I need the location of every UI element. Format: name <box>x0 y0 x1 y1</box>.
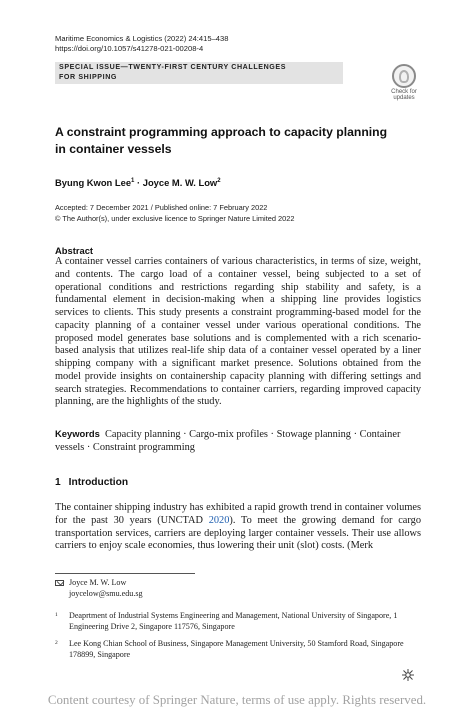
special-issue-line-2: FOR SHIPPING <box>59 72 118 81</box>
contact-name: Joyce M. W. Low <box>69 578 127 587</box>
special-issue-label <box>59 63 339 82</box>
special-issue-line-1: SPECIAL ISSUE—TWENTY-FIRST CENTURY CHALLENGES <box>59 63 287 71</box>
section-heading <box>55 477 128 488</box>
paper-title <box>55 124 425 157</box>
author-name[interactable]: Byung Kwon Lee <box>55 177 132 188</box>
abstract-text: A container vessel carries containers of various characteristics, in terms of size, weight, and contents. The cargo load of a container vessel, being subjected to a set of operational conditions and restrictions regarding ship stability and safety, is a fundamental element in decision-making when a shipping line provides logistics services to clients. This study presents a constraint programming-based model for the capacity planning of a container vessel under various operational conditions. The proposed model generates base solutions and is complemented with a rich scenario-based analysis that utilizes real-life ship data of a container vessel operated by a liner shipping company with a significant market presence. Solutions obtained from the model provide insights on containership capacity planning with differing settings and search strategies. Recommendations to container carriers, regarding improved capacity planning, are the highlights of the study. <box>55 256 421 408</box>
footnote-text: Deaprtment of Industrial Systems Engineering and Management, National University of Singapore, 1 Engineering Drive 2, Singapore 117576, Singapore <box>69 611 398 631</box>
check-for-updates-icon <box>392 64 416 88</box>
intro-text-continued: ). To meet the growing demand for cargo transportation services, carriers are deploying larger container vessels. Their use allows carriers to enjoy scale economies, thus lowering their unit (slot) costs. (Merk <box>55 514 421 552</box>
keywords-label: Keywords <box>55 428 100 439</box>
journal-citation: Maritime Economics & Logistics (2022) 24:415–438 <box>55 34 229 43</box>
author-name[interactable]: Joyce M. W. Low <box>142 177 218 188</box>
contact-email[interactable]: joycelow@smu.edu.sg <box>69 588 143 598</box>
footnote-text: Lee Kong Chian School of Business, Singapore Management University, 50 Stamford Road, Singapore 178899, Singapore <box>69 639 404 659</box>
section-title: Introduction <box>68 477 129 488</box>
section-number: 1 <box>55 477 61 488</box>
citation-link[interactable]: 2020 <box>208 514 230 526</box>
affiliation-mark: 2 <box>217 177 221 184</box>
springer-horse-icon <box>401 668 415 682</box>
paper-title-line-2: in container vessels <box>55 141 172 156</box>
footnote-number: 1 <box>55 612 58 618</box>
copyright-watermark: Content courtesy of Springer Nature, terms of use apply. Rights reserved. <box>47 693 427 707</box>
abstract-heading: Abstract <box>55 245 94 256</box>
check-for-updates-button[interactable] <box>386 64 422 102</box>
envelope-icon <box>55 580 64 586</box>
accepted-published-line: Accepted: 7 December 2021 / Published online: 7 February 2022 <box>55 203 268 212</box>
paper-title-line-1: A constraint programming approach to capacity planning <box>55 125 388 139</box>
keywords <box>55 428 421 455</box>
affiliation-mark: 1 <box>131 177 135 184</box>
affiliation-footnote <box>55 639 415 661</box>
author-separator: · <box>134 177 143 188</box>
author-list <box>55 177 221 188</box>
footnote-number: 2 <box>55 640 58 646</box>
corresponding-author <box>55 578 415 602</box>
check-for-updates-line-2: updates <box>393 95 415 102</box>
keywords-list: Capacity planning · Cargo-mix profiles · Stowage planning · Container vessels · Constraint programming <box>55 429 401 453</box>
doi-link[interactable]: https://doi.org/10.1057/s41278-021-00208-4 <box>55 44 204 53</box>
journal-header <box>55 34 228 54</box>
footnote-divider <box>55 573 195 574</box>
check-for-updates-line-1: Check for <box>391 89 417 95</box>
introduction-paragraph <box>55 502 421 553</box>
publication-dates <box>55 203 294 224</box>
affiliation-footnote <box>55 611 415 633</box>
intro-text: The container shipping industry has exhibited a rapid growth trend in container volumes for the past 30 years (UNCTAD <box>55 502 421 526</box>
copyright-line: © The Author(s), under exclusive licence to Springer Nature Limited 2022 <box>55 213 295 223</box>
